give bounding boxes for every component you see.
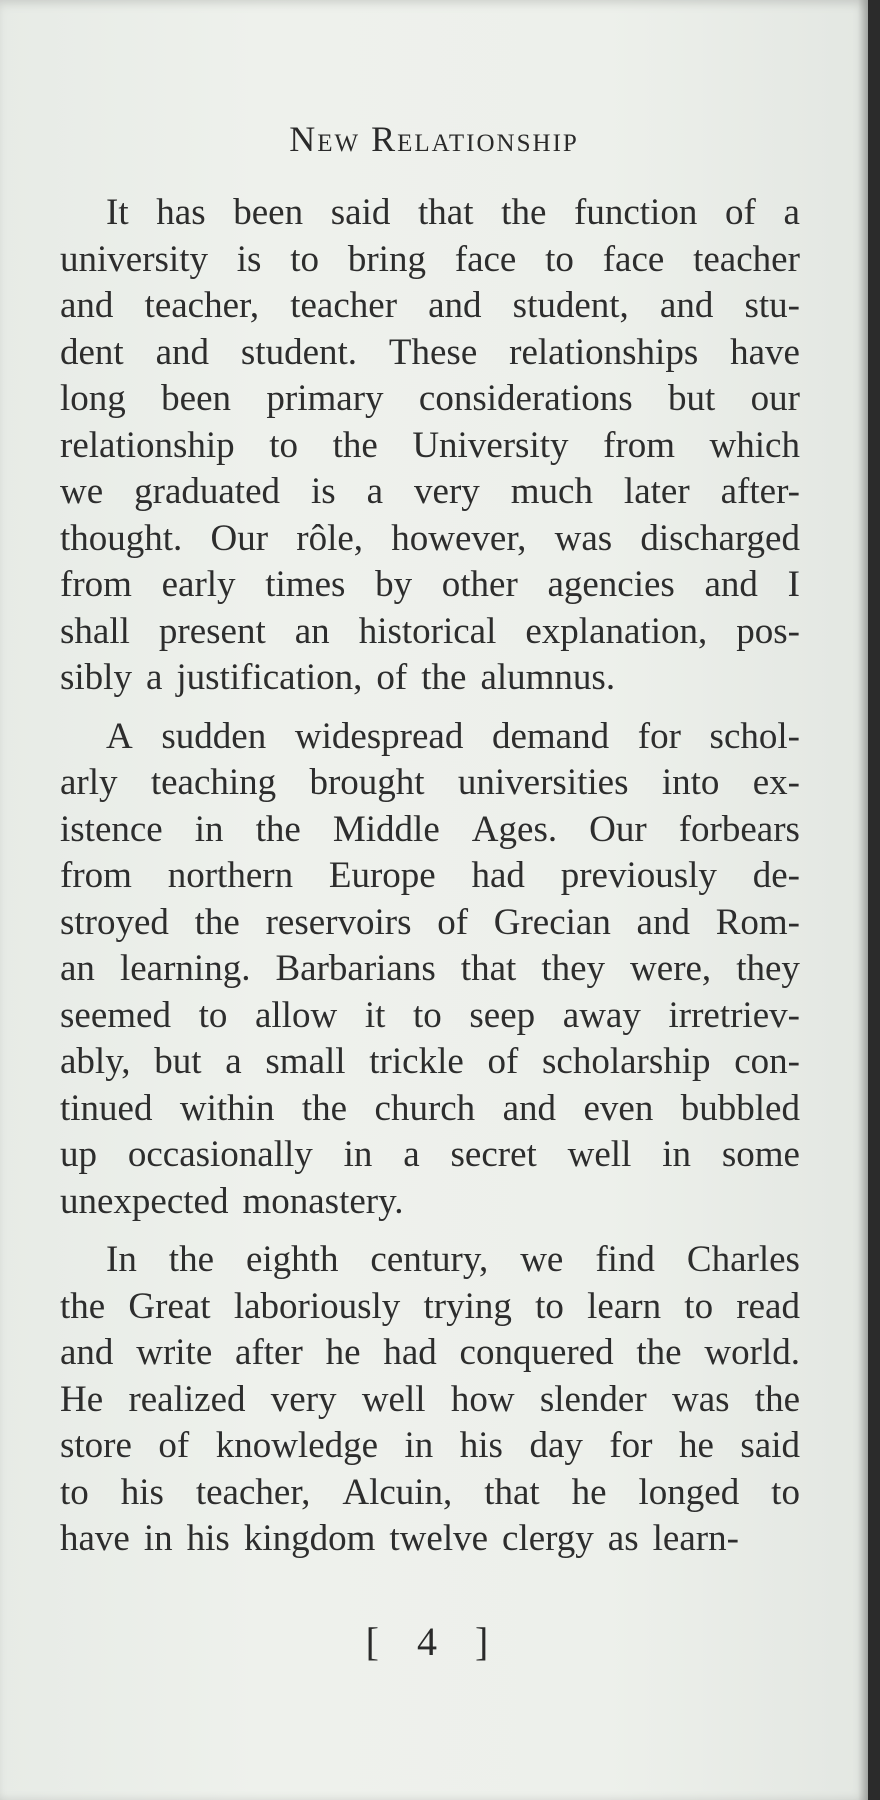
text-line: A sudden widespread demand for schol- bbox=[106, 715, 800, 757]
text-line: shall present an historical explanation, pos- bbox=[60, 610, 800, 652]
text-line: relationship to the University from which bbox=[60, 424, 800, 466]
text-line: long been primary considerations but our bbox=[60, 378, 800, 419]
text-line: dent and student. These relationships have bbox=[60, 331, 800, 373]
text-line: and teacher, teacher and student, and stu- bbox=[60, 285, 800, 326]
paragraph bbox=[60, 1237, 800, 1563]
text-line: we graduated is a very much later after- bbox=[60, 471, 800, 512]
paragraph-gap bbox=[60, 1225, 800, 1237]
text-line: tinued within the church and even bubbled bbox=[60, 1087, 800, 1129]
text-line: He realized very well how slender was the bbox=[60, 1378, 800, 1420]
text-line: istence in the Middle Ages. Our forbears bbox=[60, 808, 800, 850]
text-line: the Great laboriously trying to learn to read bbox=[60, 1285, 800, 1327]
text-line: an learning. Barbarians that they were, they bbox=[60, 948, 800, 989]
text-line: stroyed the reservoirs of Grecian and Rom- bbox=[60, 901, 800, 943]
text-line: seemed to allow it to seep away irretriev- bbox=[60, 994, 800, 1036]
paragraph-gap bbox=[60, 702, 800, 714]
page-number: [ 4 ] bbox=[365, 1619, 503, 1664]
text-line: up occasionally in a secret well in some bbox=[60, 1134, 800, 1175]
text-line: university is to bring face to face teacher bbox=[60, 238, 800, 280]
text-line: from early times by other agencies and I bbox=[60, 564, 800, 605]
text-line: have in his kingdom twelve clergy as learn- bbox=[60, 1518, 739, 1559]
text-line: It has been said that the function of a bbox=[106, 192, 800, 233]
body-text bbox=[60, 190, 800, 1563]
text-line: and write after he had conquered the world. bbox=[60, 1332, 800, 1373]
text-line: unexpected monastery. bbox=[60, 1180, 404, 1222]
running-head: New Relationship bbox=[289, 119, 579, 159]
text-line: sibly a justification, of the alumnus. bbox=[60, 657, 616, 698]
text-line: In the eighth century, we find Charles bbox=[106, 1239, 800, 1280]
text-line: to his teacher, Alcuin, that he longed to bbox=[60, 1471, 800, 1513]
text-line: thought. Our rôle, however, was discharged bbox=[60, 517, 800, 559]
text-line: arly teaching brought universities into ex- bbox=[60, 762, 800, 803]
text-line: from northern Europe had previously de- bbox=[60, 855, 800, 896]
text-line: store of knowledge in his day for he said bbox=[60, 1425, 800, 1466]
paragraph bbox=[60, 714, 800, 1226]
paragraph bbox=[60, 190, 800, 702]
text-line: ably, but a small trickle of scholarship con- bbox=[60, 1041, 800, 1082]
